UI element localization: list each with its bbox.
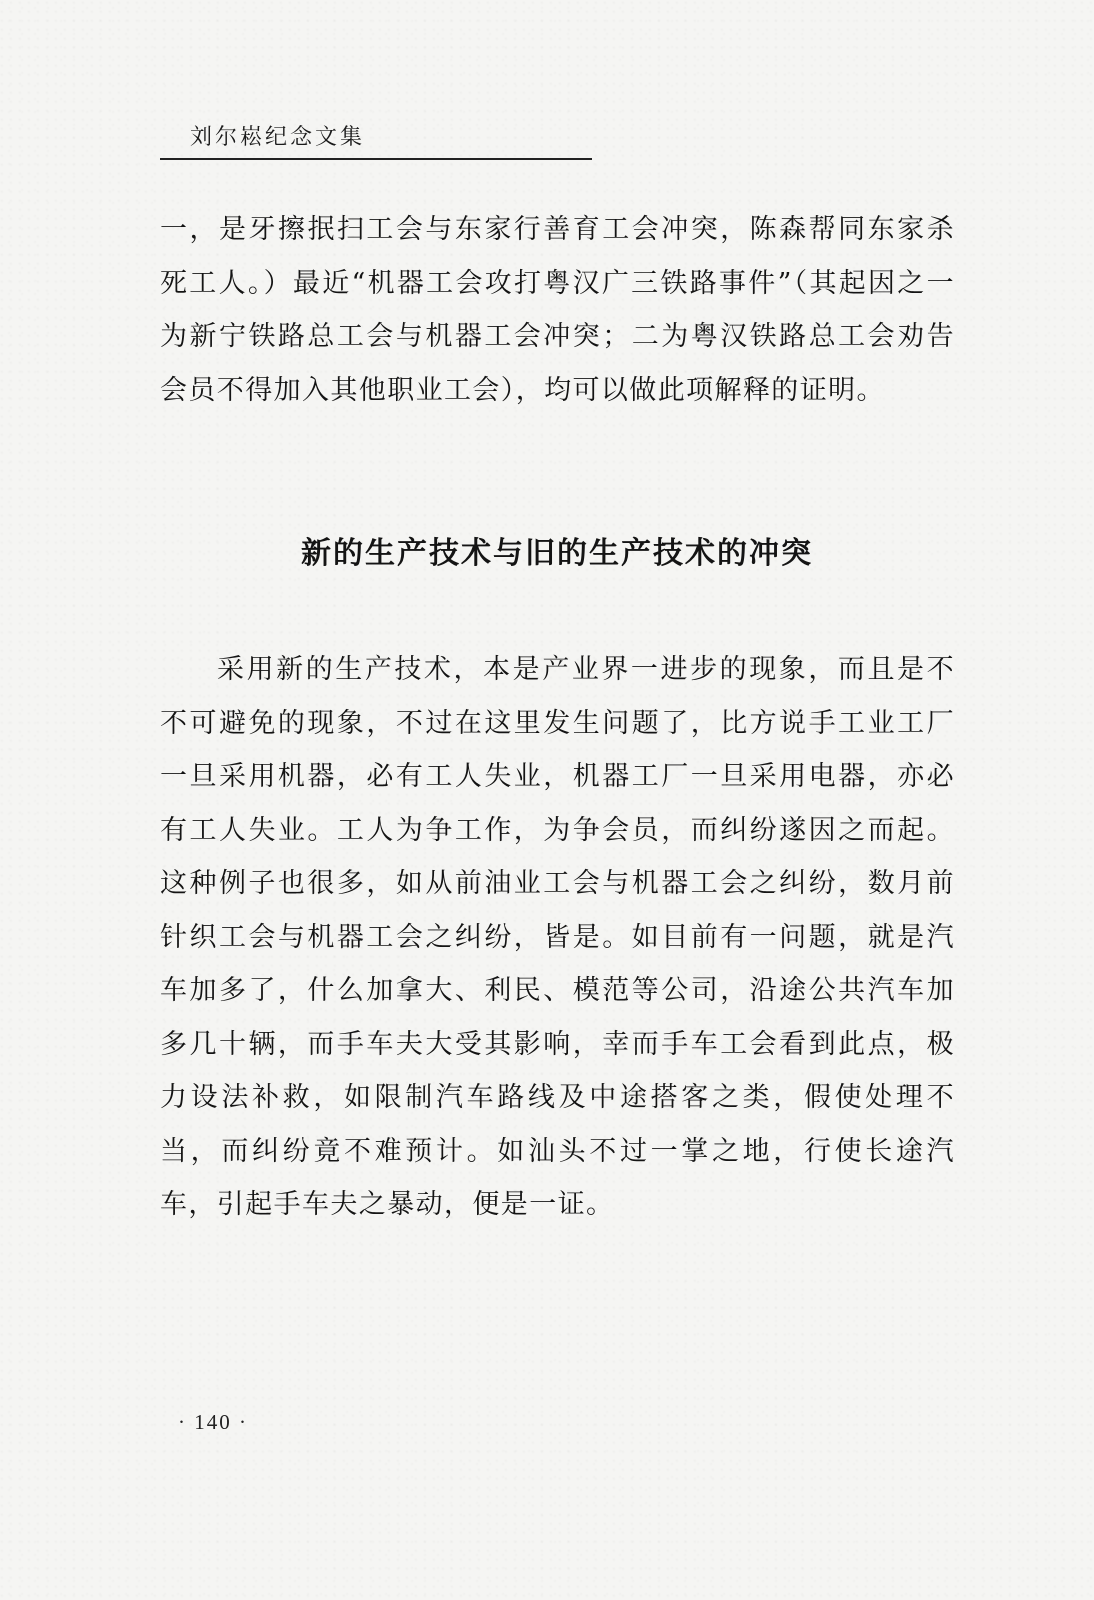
header-rule xyxy=(160,158,592,160)
page-number: · 140 · xyxy=(178,1410,248,1434)
body-paragraph-1: 一，是牙擦抿扫工会与东家行善育工会冲突，陈森帮同东家杀死工人。）最近“机器工会攻打粤汉广三铁路事件”（其起因之一为新宁铁路总工会与机器工会冲突；二为粤汉铁路总工会劝告会员不得加入其他职业工会），均可以做此项解释的证明。 xyxy=(160,214,955,406)
running-header: 刘尔崧纪念文集 xyxy=(190,125,366,150)
section-heading: 新的生产技术与旧的生产技术的冲突 xyxy=(301,536,813,571)
body-paragraph-2: 采用新的生产技术，本是产业界一进步的现象，而且是不不可避免的现象，不过在这里发生问题了，比方说手工业工厂一旦采用机器，必有工人失业，机器工厂一旦采用电器，亦必有工人失业。工人为争工作，为争会员，而纠纷遂因之而起。这种例子也很多，如从前油业工会与机器工会之纠纷，数月前针织工会与机器工会之纠纷，皆是。如目前有一问题，就是汽车加多了，什么加拿大、利民、模范等公司，沿途公共汽车加多几十辆，而手车夫大受其影响，幸而手车工会看到此点，极力设法补救，如限制汽车路线及中途搭客之类，假使处理不当，而纠纷竟不难预计。如汕头不过一掌之地，行使长途汽车，引起手车夫之暴动，便是一证。 xyxy=(160,654,955,1220)
